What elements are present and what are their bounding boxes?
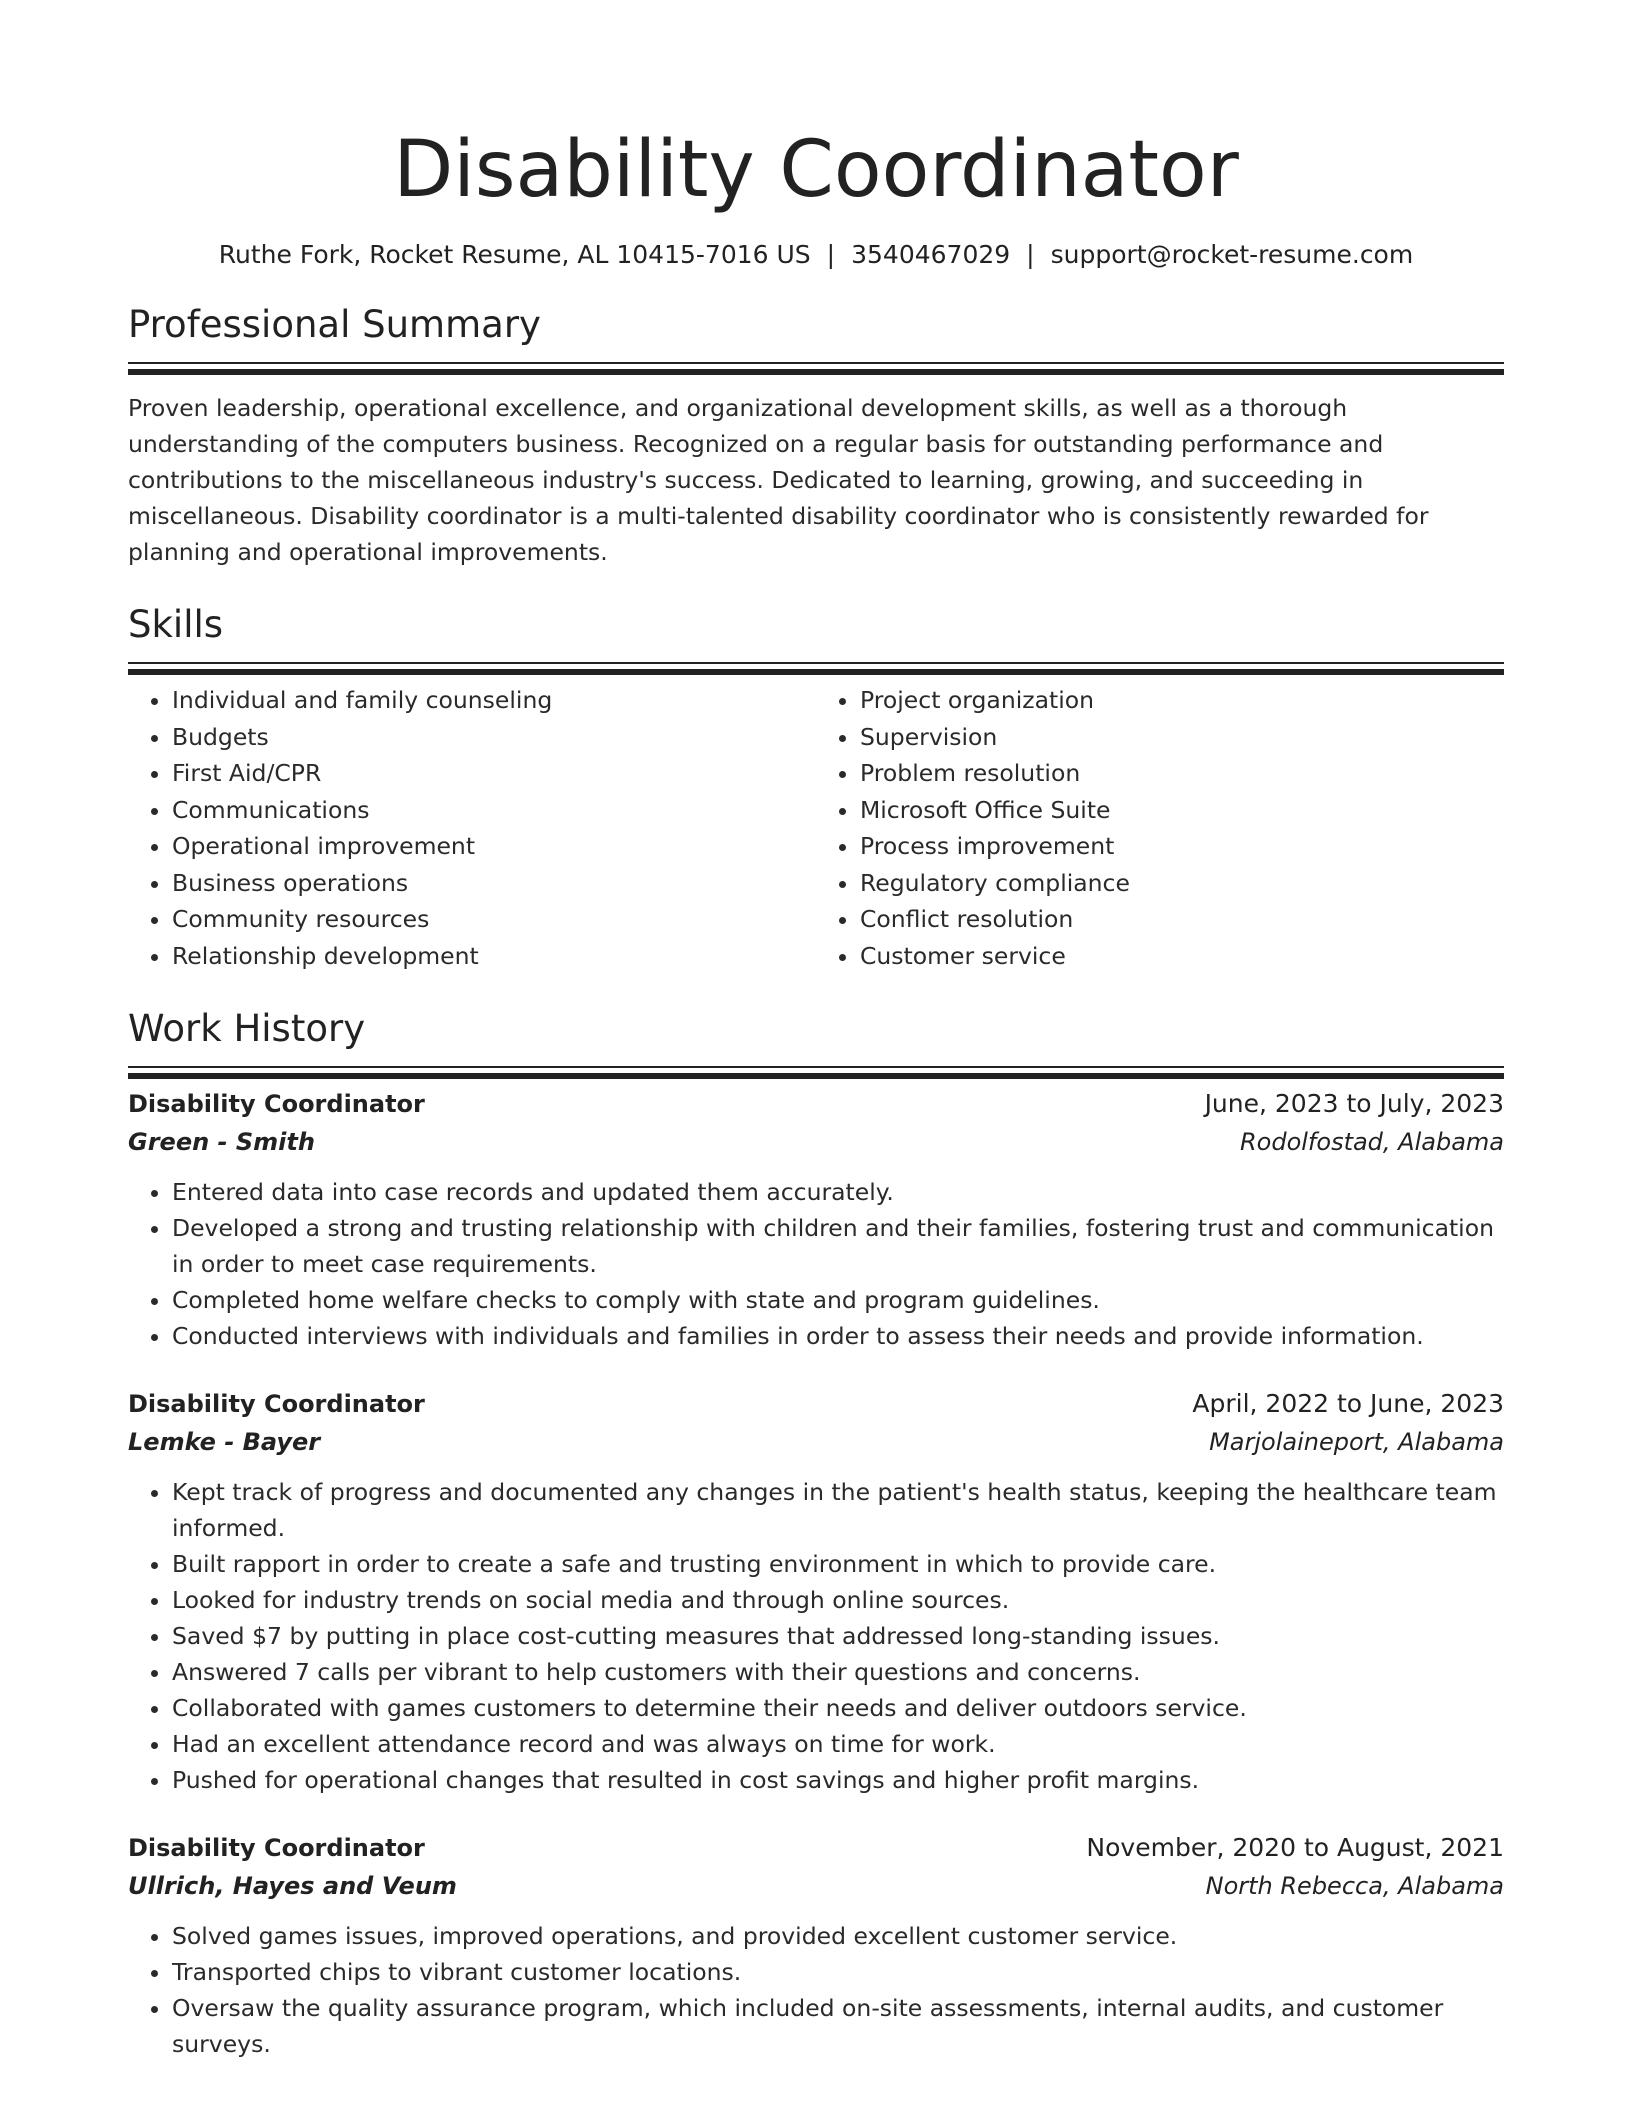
skill-item: • Individual and family counseling <box>172 682 816 719</box>
skills-grid <box>128 682 1504 974</box>
skill-item: • Relationship development <box>172 938 816 975</box>
job-title: Disability Coordinator <box>128 1390 425 1418</box>
skill-item: • Project organization <box>860 682 1504 719</box>
job-company: Ullrich, Hayes and Veum <box>128 1872 457 1900</box>
contact-email: support@rocket-resume.com <box>1050 240 1414 269</box>
section-divider <box>128 662 1504 664</box>
job-dates: April, 2022 to June, 2023 <box>1192 1389 1504 1418</box>
job-bullet: • Pushed for operational changes that resulted in cost savings and higher profit margins. <box>172 1762 1504 1798</box>
job-subheader-row <box>128 1868 1504 1904</box>
section-title-summary: Professional Summary <box>128 303 541 346</box>
skill-item: • Microsoft Office Suite <box>860 792 1504 829</box>
job-bullet: • Looked for industry trends on social media and through online sources. <box>172 1582 1504 1618</box>
job-entry <box>128 1084 1504 1354</box>
job-bullet-list <box>128 1174 1504 1354</box>
skill-item: • Communications <box>172 792 816 829</box>
job-bullet: • Built rapport in order to create a safe and trusting environment in which to provide care. <box>172 1546 1504 1582</box>
job-header-row <box>128 1384 1504 1424</box>
summary-text: Proven leadership, operational excellence, and organizational development skills, as well as a thorough understanding of the computers business. Recognized on a regular basis for outstanding performance and contributions to the miscellaneous industry's success. Dedicated to learning, growing, and succeeding in miscellaneous. Disability coordinator is a multi-talented disability coordinator who is consistently rewarded for planning and operational improvements. <box>128 394 1429 566</box>
job-bullet: • Transported chips to vibrant customer locations. <box>172 1954 1504 1990</box>
job-subheader-row <box>128 1424 1504 1460</box>
contact-line <box>128 238 1504 272</box>
skill-item: • Regulatory compliance <box>860 865 1504 902</box>
summary-section <box>128 300 1504 570</box>
job-bullet: • Kept track of progress and documented any changes in the patient's health status, keeping the healthcare team informed. <box>172 1474 1504 1546</box>
job-location: North Rebecca, Alabama <box>1205 1872 1504 1900</box>
job-dates: November, 2020 to August, 2021 <box>1086 1833 1504 1862</box>
job-company: Lemke - Bayer <box>128 1428 321 1456</box>
job-bullet: • Collaborated with games customers to determine their needs and deliver outdoors service. <box>172 1690 1504 1726</box>
contact-phone: 3540467029 <box>851 240 1011 269</box>
skills-column-right <box>816 682 1504 974</box>
resume-page <box>128 0 1504 2062</box>
job-subheader-row <box>128 1124 1504 1160</box>
skill-item: • Operational improvement <box>172 828 816 865</box>
job-bullet: • Solved games issues, improved operations, and provided excellent customer service. <box>172 1918 1504 1954</box>
job-dates: June, 2023 to July, 2023 <box>1204 1089 1504 1118</box>
job-company: Green - Smith <box>128 1128 315 1156</box>
job-bullet: • Oversaw the quality assurance program, which included on-site assessments, internal audits, and customer surveys. <box>172 1990 1504 2062</box>
contact-separator: | <box>1026 240 1035 269</box>
job-title: Disability Coordinator <box>128 1090 425 1118</box>
resume-name: Disability Coordinator <box>393 125 1239 215</box>
job-entry <box>128 1384 1504 1798</box>
job-bullet-list <box>128 1918 1504 2062</box>
job-header-row <box>128 1828 1504 1868</box>
section-title-work-history: Work History <box>128 1007 366 1050</box>
skill-item: • Conflict resolution <box>860 901 1504 938</box>
job-bullet: • Completed home welfare checks to comply with state and program guidelines. <box>172 1282 1504 1318</box>
job-location: Rodolfostad, Alabama <box>1239 1128 1504 1156</box>
skill-item: • Problem resolution <box>860 755 1504 792</box>
skill-item: • Process improvement <box>860 828 1504 865</box>
skill-item: • Customer service <box>860 938 1504 975</box>
contact-separator: | <box>826 240 836 269</box>
work-history-section <box>128 1004 1504 2062</box>
job-bullet: • Conducted interviews with individuals and families in order to assess their needs and provide information. <box>172 1318 1504 1354</box>
skill-item: • Community resources <box>172 901 816 938</box>
job-bullet-list <box>128 1474 1504 1798</box>
skill-item: • Supervision <box>860 719 1504 756</box>
skills-section <box>128 600 1504 974</box>
job-header-row <box>128 1084 1504 1124</box>
job-bullet: • Saved $7 by putting in place cost-cutting measures that addressed long-standing issues. <box>172 1618 1504 1654</box>
skills-column-left <box>128 682 816 974</box>
job-location: Marjolaineport, Alabama <box>1209 1428 1504 1456</box>
contact-address: Ruthe Fork, Rocket Resume, AL 10415-7016 US <box>218 240 811 269</box>
section-divider <box>128 362 1504 364</box>
job-entry <box>128 1828 1504 2062</box>
skill-item: • Business operations <box>172 865 816 902</box>
job-bullet: • Developed a strong and trusting relationship with children and their families, fostering trust and communication in order to meet case requirements. <box>172 1210 1504 1282</box>
job-bullet: • Answered 7 calls per vibrant to help customers with their questions and concerns. <box>172 1654 1504 1690</box>
job-title: Disability Coordinator <box>128 1834 425 1862</box>
section-divider <box>128 1066 1504 1068</box>
skill-item: • First Aid/CPR <box>172 755 816 792</box>
skill-item: • Budgets <box>172 719 816 756</box>
job-bullet: • Had an excellent attendance record and was always on time for work. <box>172 1726 1504 1762</box>
section-title-skills: Skills <box>128 603 224 646</box>
job-bullet: • Entered data into case records and updated them accurately. <box>172 1174 1504 1210</box>
